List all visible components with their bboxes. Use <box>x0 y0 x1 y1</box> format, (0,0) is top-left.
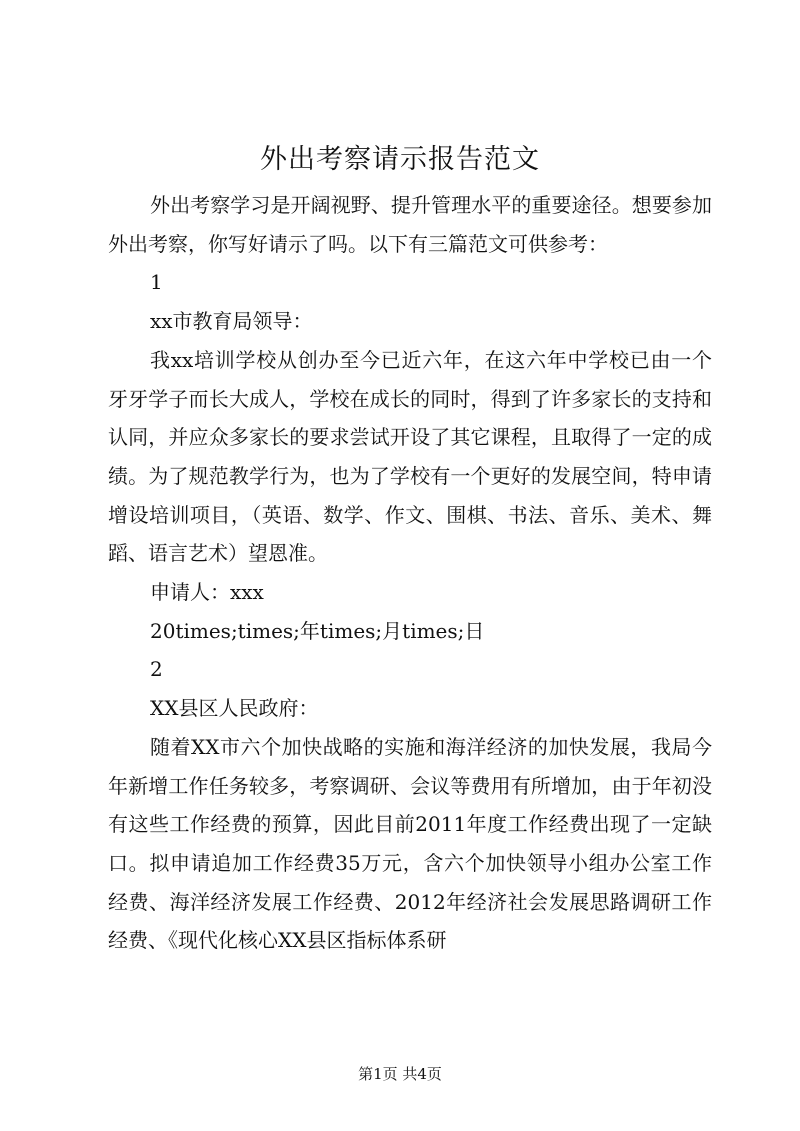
body-paragraph-1: 我xx培训学校从创办至今已近六年，在这六年中学校已由一个牙牙学子而长大成人，学校在成长的同时，得到了许多家长的支持和认同，并应众多家长的要求尝试开设了其它课程，且取得了一定的成绩。为了规范教学行为，也为了学校有一个更好的发展空间，特申请增设培训项目，（英语、数学、作文、围棋、书法、音乐、美术、舞蹈、语言艺术）望恩准。 <box>108 347 712 566</box>
document-title: 外出考察请示报告范文 <box>260 144 540 175</box>
salutation-2: XX县区人民政府： <box>150 696 319 721</box>
document-body <box>108 186 712 960</box>
applicant-line: 申请人：xxx <box>150 580 264 605</box>
date-line: 20times;times;年times;月times;日 <box>150 618 485 643</box>
salutation-1: xx市教育局领导： <box>150 309 313 334</box>
body-paragraph-2: 随着XX市六个加快战略的实施和海洋经济的加快发展，我局今年新增工作任务较多，考察调研、会议等费用有所增加，由于年初没有这些工作经费的预算，因此目前2011年度工作经费出现了一定缺口。拟申请追加工作经费35万元，含六个加快领导小组办公室工作经费、海洋经济发展工作经费、2012年经济社会发展思路调研工作经费、《现代化核心XX县区指标体系研 <box>108 734 712 953</box>
intro-paragraph: 外出考察学习是开阔视野、提升管理水平的重要途径。想要参加外出考察，你写好请示了吗。以下有三篇范文可供参考： <box>108 193 712 256</box>
section-number-1: 1 <box>150 270 163 295</box>
section-number-2: 2 <box>150 657 163 682</box>
page-footer: 第1页 共4页 <box>358 1065 442 1083</box>
